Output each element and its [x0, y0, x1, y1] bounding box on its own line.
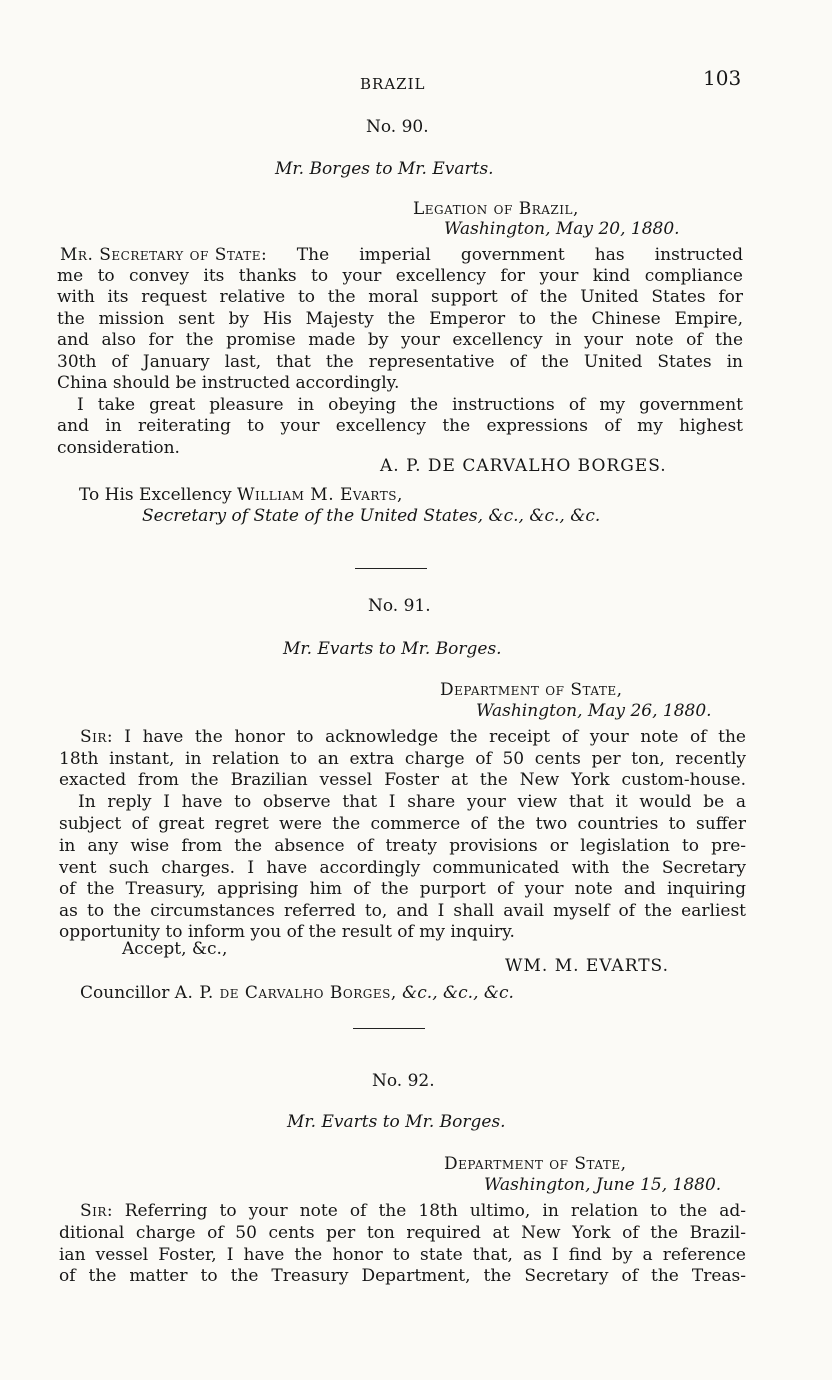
doc90-addressee — [79, 485, 403, 505]
doc91-addressee-name: A. P. de Carvalho Borges, — [174, 983, 397, 1003]
doc91-signature: WM. M. EVARTS. — [505, 956, 669, 976]
doc90-addressee-prefix: To His Excellency — [79, 485, 232, 505]
doc91-addressee — [80, 983, 514, 1003]
doc90-signature: A. P. DE CARVALHO BORGES. — [380, 456, 667, 476]
doc91-line-8: as to the circumstances referred to, and I shall avail myself of the earliest — [59, 901, 746, 921]
doc91-date: Washington, May 26, 1880. — [476, 701, 712, 721]
doc91-line-5: in any wise from the absence of treaty provisions or legislation to pre- — [59, 836, 746, 856]
doc91-line-1: 18th instant, in relation to an extra charge of 50 cents per ton, recently — [59, 749, 746, 769]
doc92-line-0: : Referring to your note of the 18th ultimo, in relation to the ad- — [106, 1201, 746, 1221]
doc90-line-8: and in reiterating to your excellency the expressions of my highest — [57, 416, 743, 436]
doc92-line-1: ditional charge of 50 cents per ton required at New York of the Brazil- — [59, 1223, 746, 1243]
doc90-date: Washington, May 20, 1880. — [444, 219, 680, 239]
doc92-line-3: of the matter to the Treasury Department, the Secretary of the Treas- — [59, 1266, 746, 1286]
doc91-line-9: opportunity to inform you of the result of my inquiry. — [59, 922, 515, 942]
doc90-line-9: consideration. — [57, 438, 180, 458]
doc91-addressee-prefix: Councillor — [80, 983, 170, 1003]
doc90-line-6: China should be instructed accordingly. — [57, 373, 400, 393]
doc90-line-3: the mission sent by His Majesty the Emperor to the Chinese Empire, — [57, 309, 743, 329]
doc92-title: Mr. Evarts to Mr. Borges. — [287, 1112, 506, 1132]
section-divider — [355, 568, 427, 569]
doc91-line-3: In reply I have to observe that I share your view that it would be a — [78, 792, 746, 812]
doc91-place: Department of State, — [440, 680, 623, 700]
doc91-salutation: Sir — [80, 727, 107, 747]
doc90-line-5: 30th of January last, that the representative of the United States in — [57, 352, 743, 372]
running-title: BRAZIL — [360, 75, 426, 93]
doc90-line-1: me to convey its thanks to your excellency for your kind compliance — [57, 266, 743, 286]
doc92-first-line — [80, 1201, 746, 1221]
doc90-first-line — [60, 245, 743, 265]
doc91-line-0: : I have the honor to acknowledge the receipt of your note of the — [106, 727, 746, 747]
doc92-date: Washington, June 15, 1880. — [484, 1175, 722, 1195]
doc92-line-2: ian vessel Foster, I have the honor to state that, as I find by a reference — [59, 1245, 746, 1265]
section-divider-2 — [353, 1028, 425, 1029]
doc90-line-4: and also for the promise made by your excellency in your note of the — [57, 330, 743, 350]
doc91-line-2: exacted from the Brazilian vessel Foster at the New York custom-house. — [59, 770, 746, 790]
doc92-number: No. 92. — [372, 1071, 435, 1091]
doc91-line-4: subject of great regret were the commerce of the two countries to suffer — [59, 814, 746, 834]
doc92-place: Department of State, — [444, 1154, 627, 1174]
doc91-line-6: vent such charges. I have accordingly communicated with the Secretary — [59, 858, 746, 878]
doc90-line-2: with its request relative to the moral support of the United States for — [57, 287, 743, 307]
doc91-number: No. 91. — [368, 596, 431, 616]
doc91-closing: Accept, &c., — [122, 939, 228, 959]
doc92-salutation: Sir — [80, 1201, 107, 1221]
doc91-addressee-suffix: &c., &c., &c. — [402, 983, 514, 1003]
page-number: 103 — [703, 66, 742, 90]
doc90-number: No. 90. — [366, 117, 429, 137]
doc90-addressee-name: William M. Evarts, — [237, 485, 403, 505]
doc90-addressee-title: Secretary of State of the United States, &c., &c., &c. — [142, 506, 601, 526]
doc91-line-7: of the Treasury, apprising him of the purport of your note and inquiring — [59, 879, 746, 899]
doc90-title: Mr. Borges to Mr. Evarts. — [275, 159, 494, 179]
doc90-place: Legation of Brazil, — [413, 199, 579, 219]
doc90-line-7: I take great pleasure in obeying the instructions of my government — [77, 395, 743, 415]
doc91-title: Mr. Evarts to Mr. Borges. — [283, 639, 502, 659]
doc90-line-0: : The imperial government has instructed — [260, 245, 743, 265]
doc91-first-line — [80, 727, 746, 747]
doc90-salutation: Mr. Secretary of State — [60, 245, 261, 265]
